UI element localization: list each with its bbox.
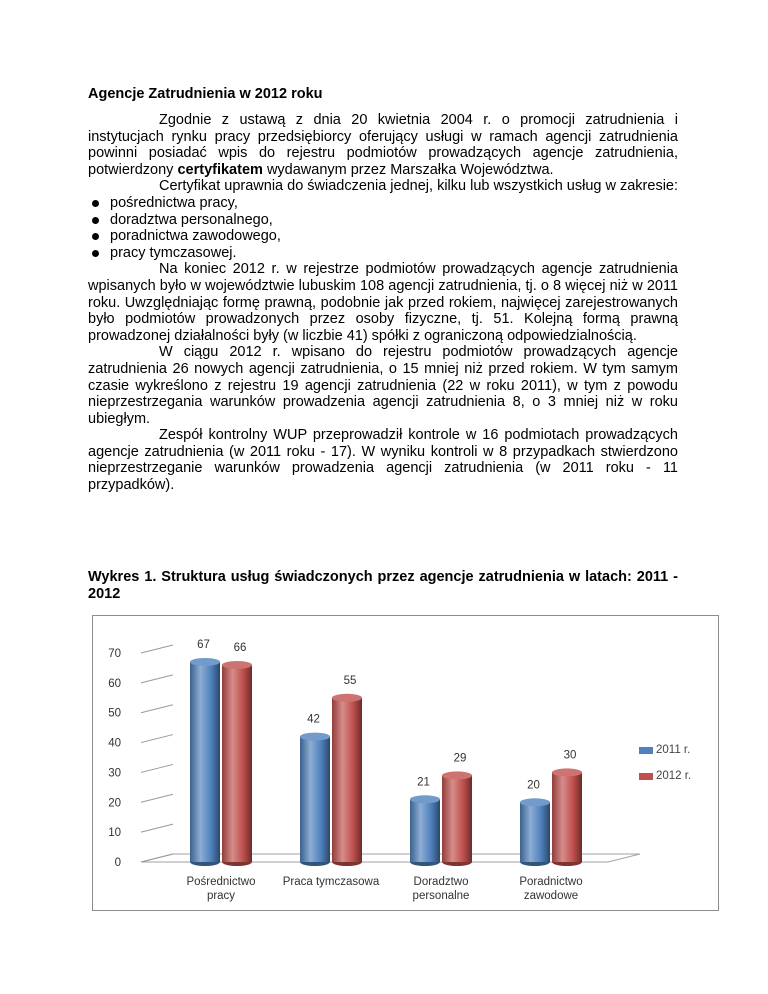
bar-2012-3 — [552, 772, 582, 862]
legend-swatch-2011 — [639, 747, 653, 754]
bar-top-2012-0 — [222, 661, 252, 669]
data-label-2011-3: 20 — [527, 779, 540, 792]
bar-top-2012-3 — [552, 768, 582, 776]
gridline-60 — [141, 675, 173, 683]
legend-swatch-2012 — [639, 773, 653, 780]
x-tick-label-0: pracy — [206, 890, 236, 902]
data-label-2012-0: 66 — [233, 641, 247, 654]
y-tick-label-30: 30 — [108, 767, 121, 780]
bar-top-2011-3 — [520, 798, 550, 806]
body-text — [88, 112, 678, 494]
legend-label-2011: 2011 r. — [656, 744, 691, 756]
bar-top-2012-2 — [442, 771, 472, 779]
y-tick-label-0: 0 — [114, 857, 121, 869]
bar-2011-0 — [190, 662, 220, 862]
x-tick-label-2: personalne — [412, 890, 470, 902]
gridline-30 — [141, 764, 173, 772]
legend-item-2011 — [639, 744, 691, 756]
bar-top-2011-2 — [410, 795, 440, 803]
y-tick-label-50: 50 — [108, 707, 121, 720]
paragraph-2: Certyfikat uprawnia do świadczenia jednej, kilku lub wszystkich usług w zakresie: — [159, 178, 679, 195]
bar-2011-1 — [300, 737, 330, 862]
data-label-2012-2: 29 — [453, 752, 467, 765]
legend-item-2012 — [639, 770, 691, 782]
chart-canvas — [93, 616, 718, 910]
legend-label-2012: 2012 r. — [656, 770, 692, 782]
list-item: pracy tymczasowej. — [88, 245, 678, 262]
section-heading: Agencje Zatrudnienia w 2012 roku — [88, 86, 323, 102]
list-item: doradztwa personalnego, — [88, 212, 678, 229]
paragraph-4: W ciągu 2012 r. wpisano do rejestru podmiotów prowadzących agencje zatrudnienia 26 nowych agencji zatrudnienia, o 15 mniej niż przed rokiem. W tym samym czasie wykreślono z rejestru 19 agencji zatrudnienia (22 w roku 2011), w tym z powodu nieprzestrzegania warunków prowadzenia agencji zatrudnienia 8, o 3 mniej niż w roku ubiegłym. — [88, 344, 678, 427]
bar-2011-3 — [520, 802, 550, 862]
gridline-10 — [141, 824, 173, 832]
bar-top-2011-0 — [190, 658, 220, 666]
x-tick-label-1: Praca tymczasowa — [282, 876, 380, 888]
bar-2011-2 — [410, 799, 440, 862]
paragraph-1: Zgodnie z ustawą z dnia 20 kwietnia 2004 r. o promocji zatrudnienia i instytucjach rynku pracy przedsiębiorcy oferujący usługi w ramach agencji zatrudnienia powinni posiadać wpis do rejestru podmiotów prowadzących agencje zatrudnienia, potwierdzony certyfikatem wydawanym przez Marszałka Województwa. — [88, 112, 678, 178]
paragraph-3: Na koniec 2012 r. w rejestrze podmiotów prowadzących agencje zatrudnienia wpisanych było w województwie lubuskim 108 agencji zatrudnienia, tj. o 8 więcej niż w 2011 roku. Uwzględniając formę prawną, podobnie jak przed rokiem, najwięcej zarejestrowanych było podmiotów prowadzonych przez osoby fizyczne, tj. 51. Kolejną formą prawną prowadzonej działalności były (w liczbie 41) spółki z ograniczoną odpowiedzialnością. — [88, 261, 678, 344]
data-label-2011-1: 42 — [307, 713, 320, 726]
list-item: poradnictwa zawodowego, — [88, 228, 678, 245]
data-label-2012-1: 55 — [343, 674, 357, 687]
data-label-2011-2: 21 — [417, 776, 430, 789]
services-list — [88, 195, 678, 261]
paragraph-5: Zespół kontrolny WUP przeprowadził kontrole w 16 podmiotach prowadzących agencje zatrudnienia (w 2011 roku - 17). W wyniku kontroli w 8 przypadkach stwierdzono nieprzestrzeganie warunków prowadzenia agencji zatrudnienia (w 2011 roku - 11 przypadków). — [88, 427, 678, 494]
gridline-20 — [141, 794, 173, 802]
certificate-term: certyfikatem — [177, 161, 263, 178]
list-item: pośrednictwa pracy, — [88, 195, 678, 212]
gridline-40 — [141, 735, 173, 743]
bar-top-2011-1 — [300, 733, 330, 741]
x-tick-label-0: Pośrednictwo — [186, 876, 256, 888]
x-tick-label-3: zawodowe — [523, 890, 579, 902]
y-tick-label-60: 60 — [108, 677, 121, 690]
x-tick-label-3: Poradnictwo — [519, 876, 583, 888]
bar-2012-2 — [442, 775, 472, 862]
y-tick-label-10: 10 — [108, 827, 121, 840]
data-label-2012-3: 30 — [563, 749, 577, 762]
bar-2012-1 — [332, 698, 362, 862]
gridline-70 — [141, 645, 173, 653]
y-tick-label-40: 40 — [108, 737, 121, 750]
y-tick-label-20: 20 — [108, 797, 121, 810]
figure-title: Wykres 1. Struktura usług świadczonych przez agencje zatrudnienia w latach: 2011 - 2012 — [88, 569, 678, 602]
chart-legend — [639, 744, 691, 796]
y-tick-label-70: 70 — [108, 648, 121, 660]
bar-top-2012-1 — [332, 694, 362, 702]
bar-chart — [92, 615, 719, 911]
bar-2012-0 — [222, 665, 252, 862]
x-tick-label-2: Doradztwo — [413, 876, 469, 888]
gridline-50 — [141, 705, 173, 713]
data-label-2011-0: 67 — [197, 638, 210, 651]
